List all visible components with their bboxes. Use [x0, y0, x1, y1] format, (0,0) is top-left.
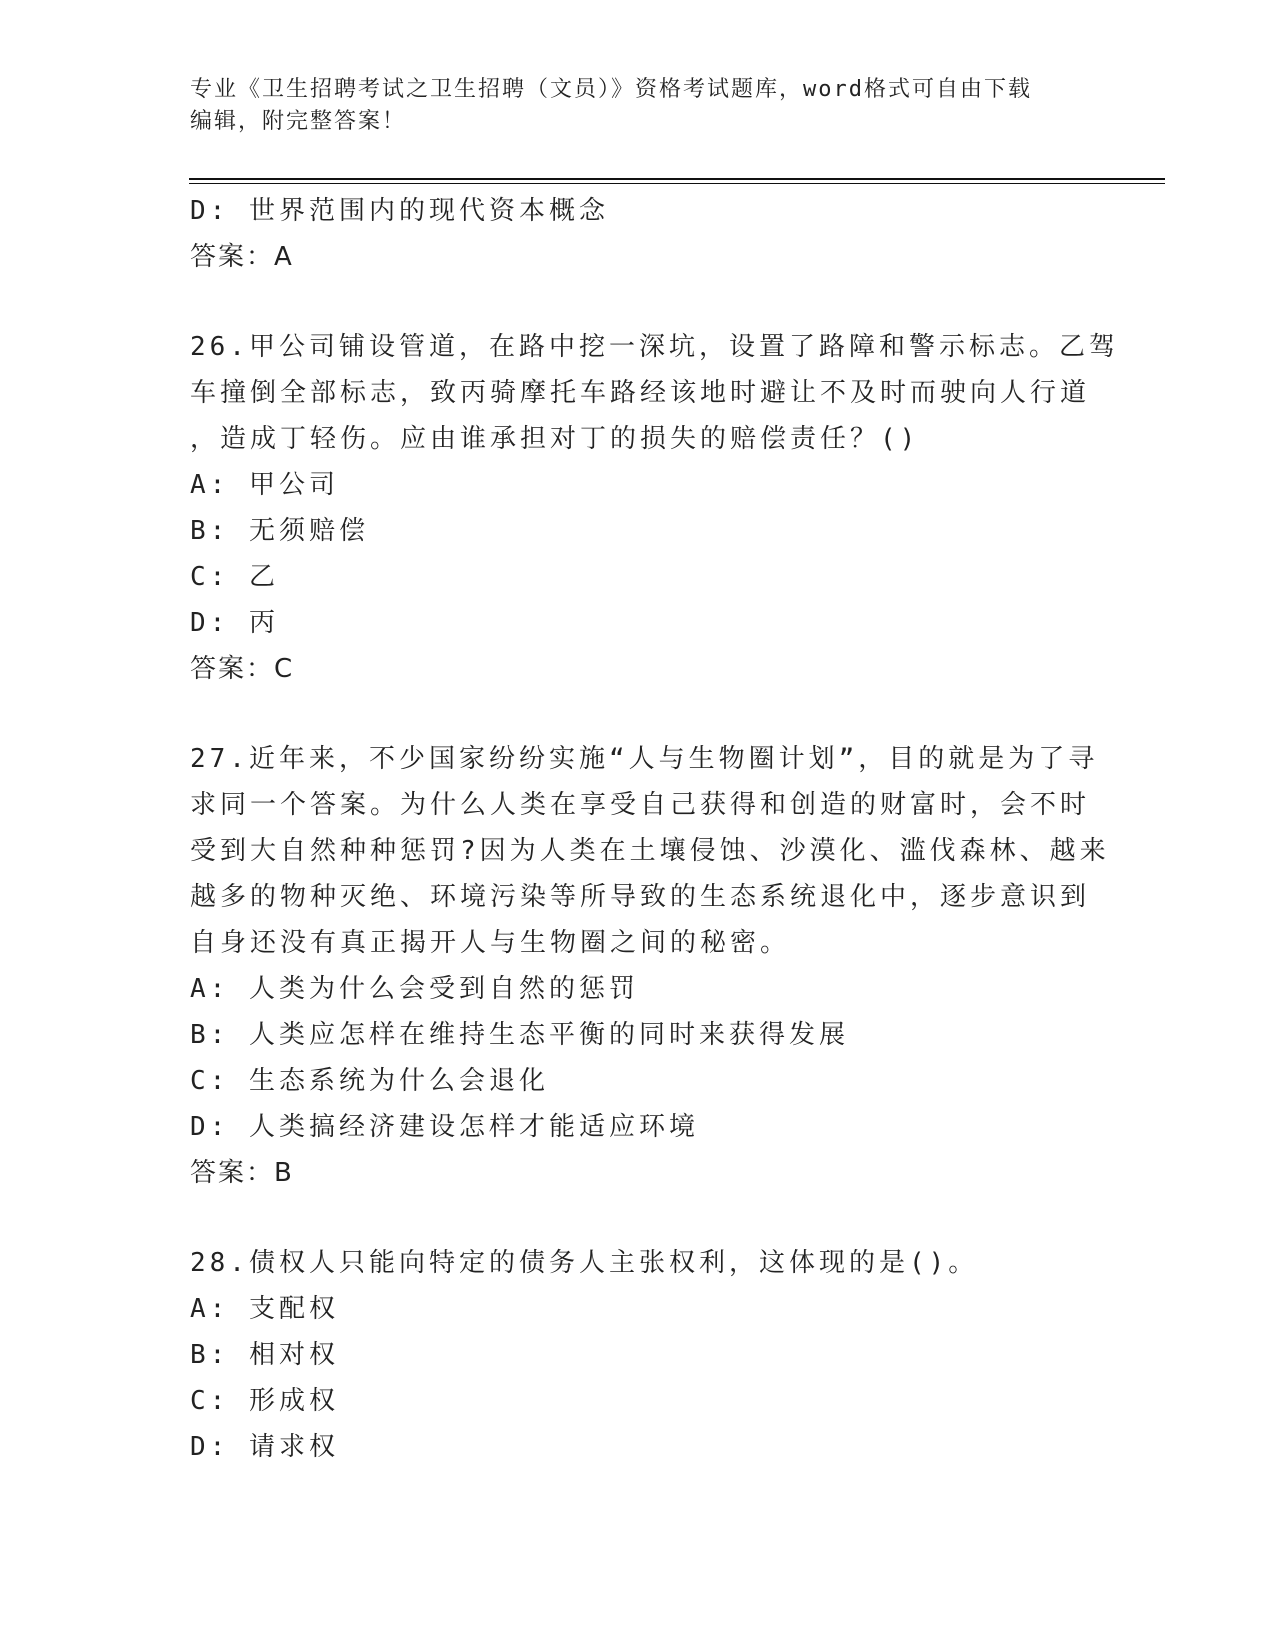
question-28 [190, 1240, 1090, 1470]
question-text-line: ，造成丁轻伤。应由谁承担对丁的损失的赔偿责任？() [190, 424, 920, 454]
question-26 [190, 324, 1119, 692]
question-text-line: 28.债权人只能向特定的债务人主张权利，这体现的是()。 [190, 1248, 979, 1278]
header-rule-thin [189, 183, 1165, 184]
header-rule-thick [189, 178, 1165, 180]
header-line-1: 专业《卫生招聘考试之卫生招聘（文员）》资格考试题库，word格式可自由下载 [190, 77, 1032, 102]
document-header [190, 74, 1090, 138]
header-line-2: 编辑，附完整答案！ [190, 109, 407, 134]
option-c: C: 生态系统为什么会退化 [190, 1066, 549, 1096]
option-b: B: 人类应怎样在维持生态平衡的同时来获得发展 [190, 1020, 849, 1050]
question-text-line: 26.甲公司铺设管道，在路中挖一深坑，设置了路障和警示标志。乙驾 [190, 332, 1119, 362]
prev-option-d: D: 世界范围内的现代资本概念 [190, 196, 609, 226]
question-text-line: 求同一个答案。为什么人类在享受自己获得和创造的财富时，会不时 [190, 790, 1091, 820]
question-text-line: 车撞倒全部标志，致丙骑摩托车路经该地时避让不及时而驶向人行道 [190, 378, 1091, 408]
question-text-line: 越多的物种灭绝、环境污染等所导致的生态系统退化中，逐步意识到 [190, 882, 1091, 912]
option-c: C: 乙 [190, 562, 279, 592]
prev-answer: 答案：A [190, 242, 294, 272]
answer: 答案：C [190, 654, 295, 684]
question-text-line: 自身还没有真正揭开人与生物圈之间的秘密。 [190, 928, 791, 958]
document-body [190, 188, 1119, 1470]
option-a: A: 支配权 [190, 1294, 339, 1324]
option-a: A: 甲公司 [190, 470, 339, 500]
question-27 [190, 736, 1110, 1196]
option-d: D: 请求权 [190, 1432, 339, 1462]
option-b: B: 相对权 [190, 1340, 339, 1370]
option-d: D: 丙 [190, 608, 279, 638]
answer: 答案：B [190, 1158, 294, 1188]
option-b: B: 无须赔偿 [190, 516, 369, 546]
option-c: C: 形成权 [190, 1386, 339, 1416]
option-d: D: 人类搞经济建设怎样才能适应环境 [190, 1112, 699, 1142]
question-text-line: 27.近年来，不少国家纷纷实施“人与生物圈计划”，目的就是为了寻 [190, 744, 1099, 774]
question-text-line: 受到大自然种种惩罚?因为人类在土壤侵蚀、沙漠化、滥伐森林、越来 [190, 836, 1110, 866]
option-a: A: 人类为什么会受到自然的惩罚 [190, 974, 639, 1004]
